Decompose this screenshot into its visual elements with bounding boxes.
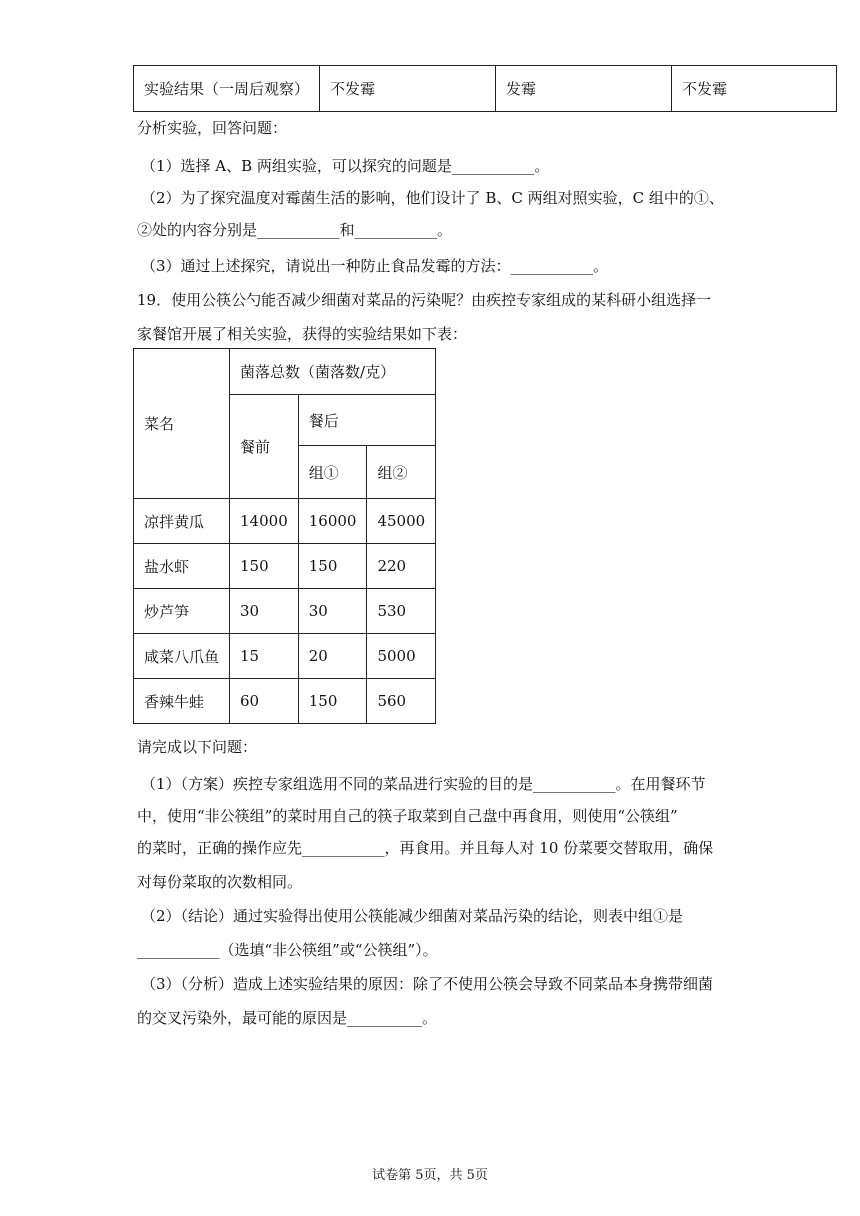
group2-header: 组② bbox=[367, 446, 436, 499]
result-cell-b: 发霉 bbox=[496, 66, 672, 112]
group2-value: 5000 bbox=[367, 634, 436, 679]
q19-instruction: 请完成以下问题： bbox=[137, 738, 258, 756]
count-header: 菌落总数（菌落数/克） bbox=[230, 349, 436, 395]
q19-sub1-a: （1）（方案）疾控专家组选用不同的菜品进行实验的目的是___________。在用餐环节 bbox=[141, 775, 706, 793]
q19-sub3-b: 的交叉污染外，最可能的原因是__________。 bbox=[137, 1009, 438, 1027]
page-footer: 试卷第 5页，共 5页 bbox=[372, 1168, 488, 1183]
group1-value: 16000 bbox=[298, 499, 367, 544]
results-table bbox=[133, 65, 837, 112]
group1-value: 150 bbox=[298, 544, 367, 589]
table-row bbox=[134, 634, 436, 679]
group2-value: 560 bbox=[367, 679, 436, 724]
table-row bbox=[134, 349, 436, 395]
after-header: 餐后 bbox=[298, 395, 435, 446]
bacteria-table bbox=[133, 348, 436, 724]
dish-name: 咸菜八爪鱼 bbox=[134, 634, 230, 679]
group1-header: 组① bbox=[298, 446, 367, 499]
q19-sub1-c: 的菜时，正确的操作应先___________，再食用。并且每人对 10 份菜要交替取用，确保 bbox=[137, 839, 714, 857]
before-value: 14000 bbox=[230, 499, 299, 544]
q19-sub1-b: 中，使用“非公筷组”的菜时用自己的筷子取菜到自己盘中再食用，则使用“公筷组” bbox=[137, 807, 678, 825]
group2-value: 220 bbox=[367, 544, 436, 589]
before-value: 15 bbox=[230, 634, 299, 679]
dish-name: 盐水虾 bbox=[134, 544, 230, 589]
before-value: 30 bbox=[230, 589, 299, 634]
q19-stem-b: 家餐馆开展了相关实验，获得的实验结果如下表： bbox=[137, 325, 468, 343]
q19-sub1-d: 对每份菜取的次数相同。 bbox=[137, 873, 303, 891]
dish-header: 菜名 bbox=[134, 349, 230, 499]
table-row bbox=[134, 544, 436, 589]
table-row bbox=[134, 679, 436, 724]
q18-part1: （1）选择 A、B 两组实验，可以探究的问题是___________。 bbox=[141, 157, 550, 175]
group2-value: 530 bbox=[367, 589, 436, 634]
group1-value: 20 bbox=[298, 634, 367, 679]
before-value: 60 bbox=[230, 679, 299, 724]
q18-part3: （3）通过上述探究，请说出一种防止食品发霉的方法：___________。 bbox=[141, 257, 609, 275]
dish-name: 凉拌黄瓜 bbox=[134, 499, 230, 544]
result-cell-a: 不发霉 bbox=[320, 66, 496, 112]
group1-value: 150 bbox=[298, 679, 367, 724]
before-header: 餐前 bbox=[230, 395, 299, 499]
table-row bbox=[134, 66, 837, 112]
q19-sub3-a: （3）（分析）造成上述实验结果的原因：除了不使用公筷会导致不同菜品本身携带细菌 bbox=[141, 975, 714, 993]
q18-part2-b: ②处的内容分别是___________和___________。 bbox=[137, 221, 453, 239]
group1-value: 30 bbox=[298, 589, 367, 634]
row-label: 实验结果（一周后观察） bbox=[134, 66, 320, 112]
q19-sub2-b: ___________（选填“非公筷组”或“公筷组”）。 bbox=[137, 941, 438, 959]
q18-intro: 分析实验，回答问题： bbox=[137, 119, 288, 137]
result-cell-c: 不发霉 bbox=[672, 66, 837, 112]
q19-sub2-a: （2）（结论）通过实验得出使用公筷能减少细菌对菜品污染的结论，则表中组①是 bbox=[141, 907, 684, 925]
q18-part2-a: （2）为了探究温度对霉菌生活的影响，他们设计了 B、C 两组对照实验，C 组中的①、 bbox=[141, 189, 724, 207]
group2-value: 45000 bbox=[367, 499, 436, 544]
before-value: 150 bbox=[230, 544, 299, 589]
q19-stem-a: 19．使用公筷公勺能否减少细菌对菜品的污染呢？由疾控专家组成的某科研小组选择一 bbox=[137, 291, 712, 309]
table-row bbox=[134, 589, 436, 634]
dish-name: 炒芦笋 bbox=[134, 589, 230, 634]
dish-name: 香辣牛蛙 bbox=[134, 679, 230, 724]
table-row bbox=[134, 499, 436, 544]
